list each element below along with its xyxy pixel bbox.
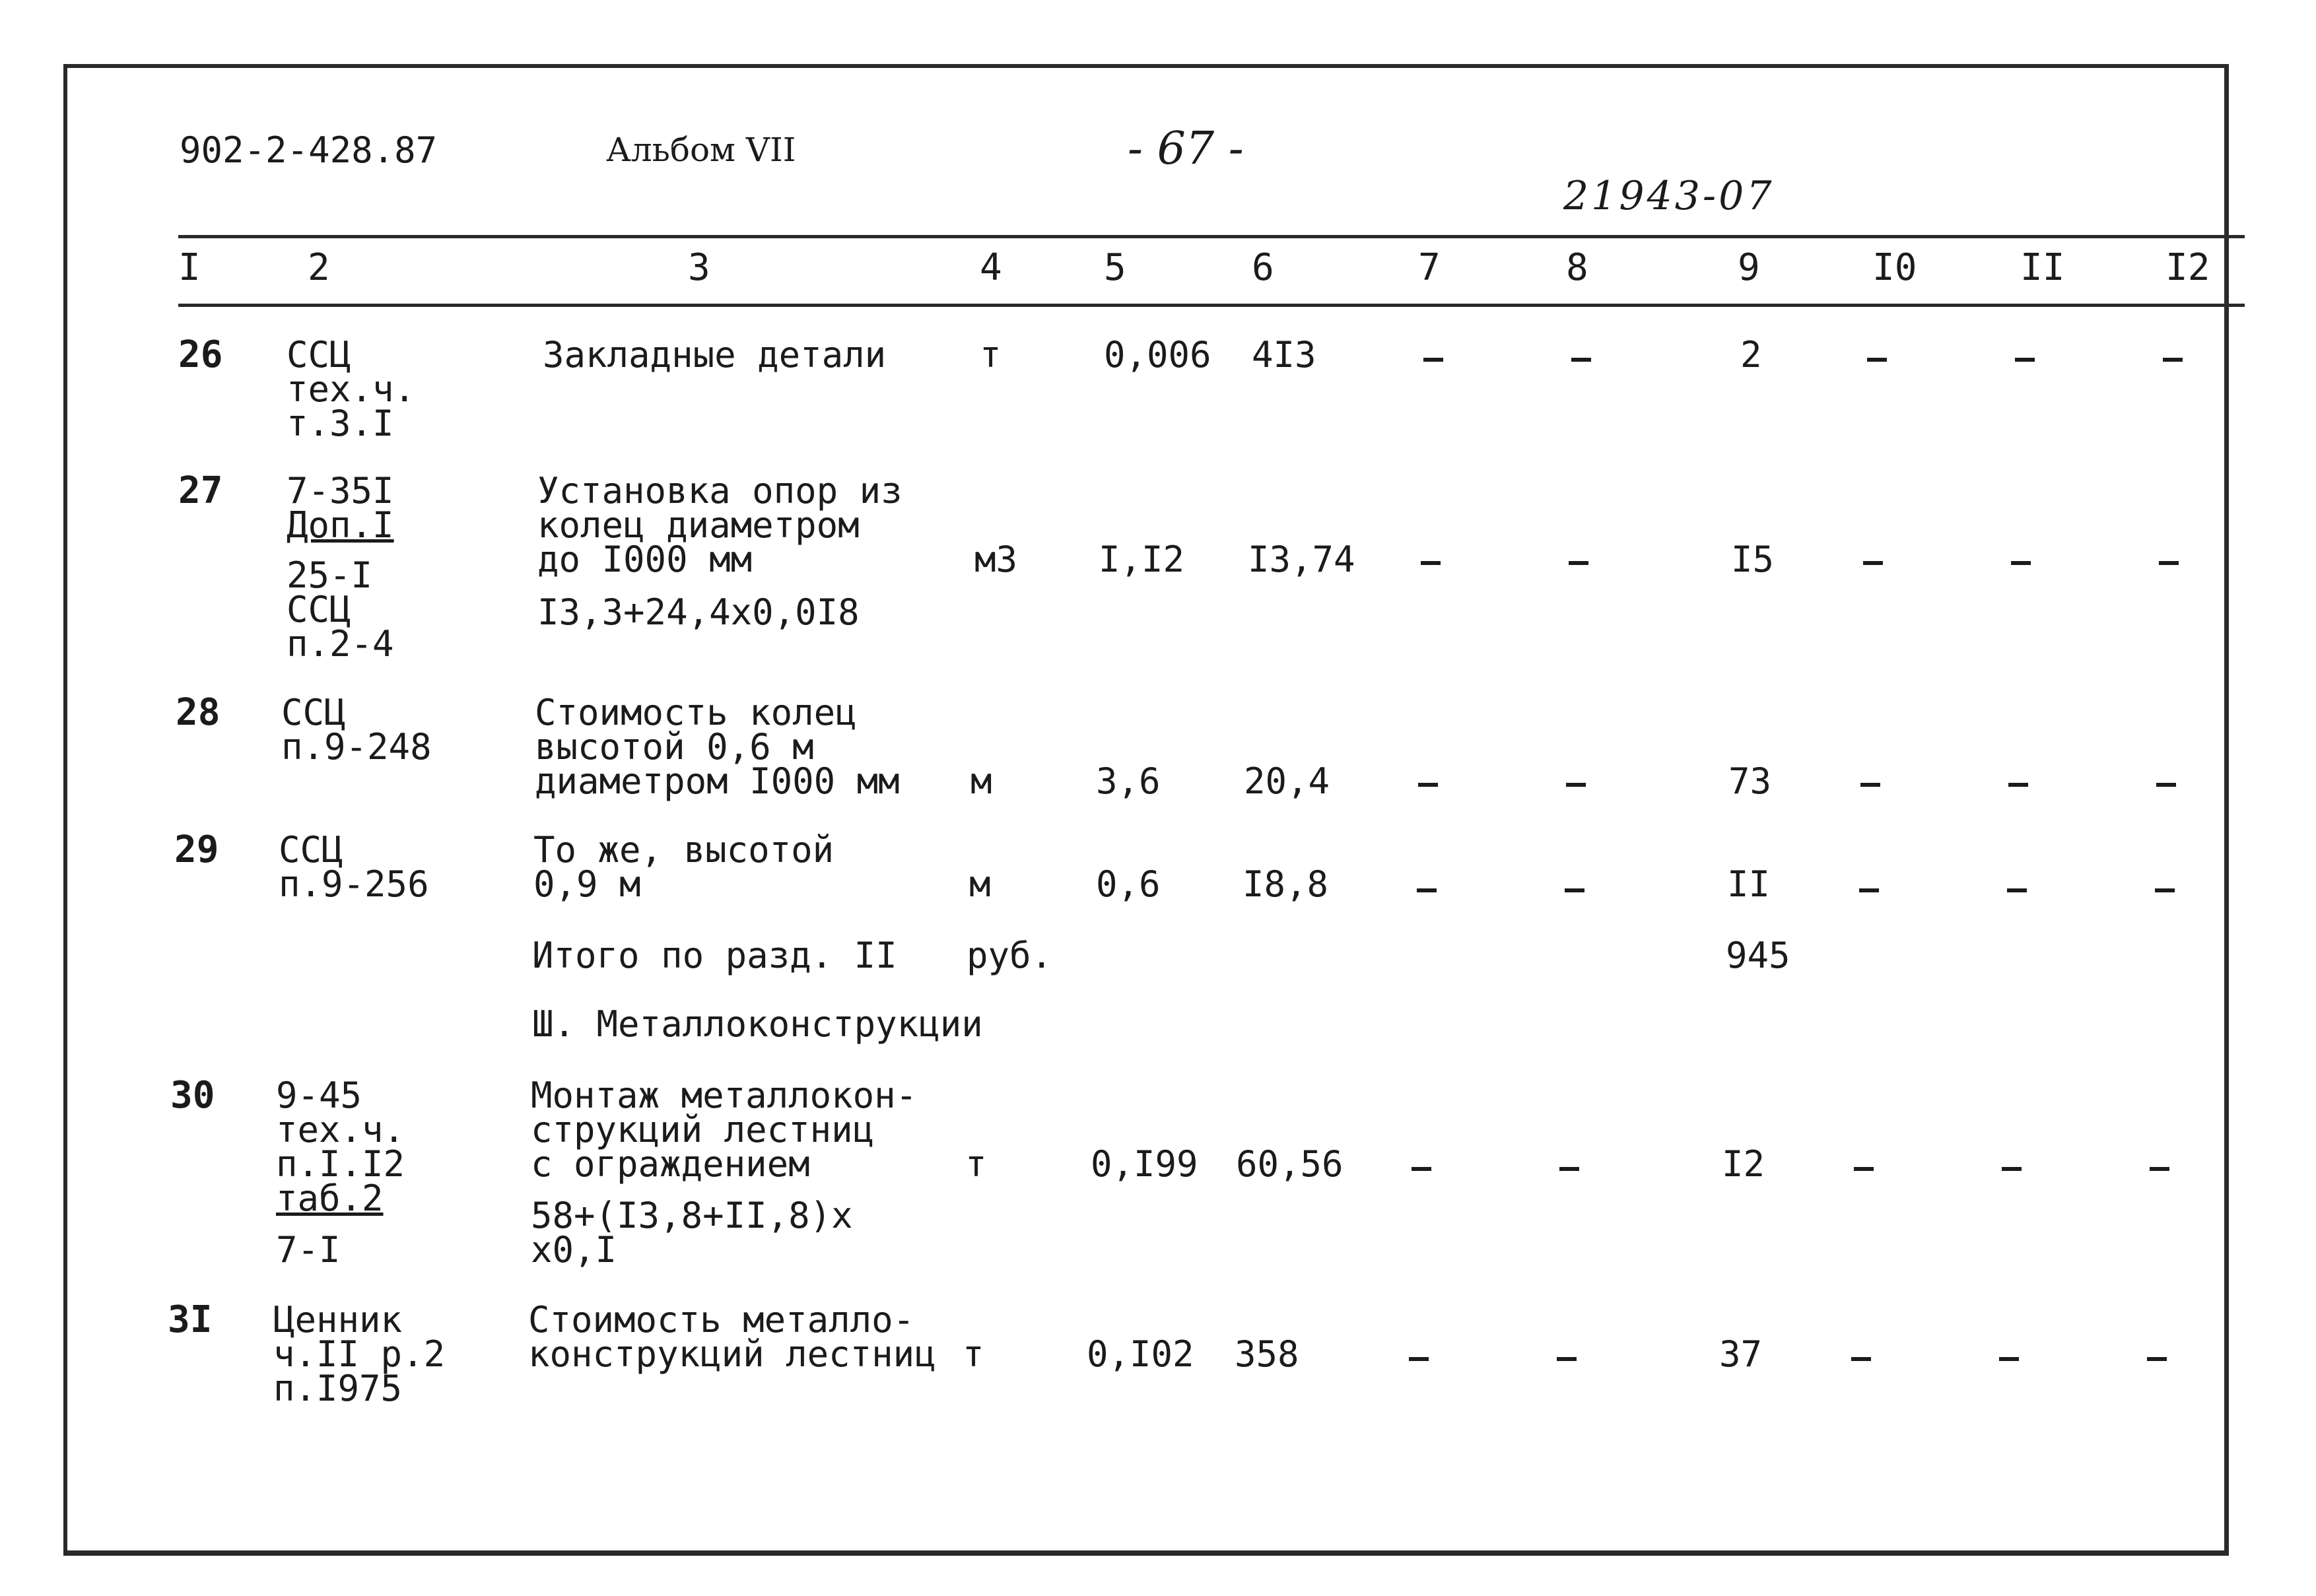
row-26-unit-price: 4I3 xyxy=(1252,334,1316,376)
row-31-dash-10 xyxy=(1851,1357,1871,1361)
header-rule-bottom xyxy=(178,304,2245,307)
row-29-number: 29 xyxy=(174,828,219,871)
row-31-dash-7 xyxy=(1409,1357,1429,1361)
row-30-calculation: 58+(I3,8+II,8)х х0,I xyxy=(531,1195,853,1271)
row-28-total: 73 xyxy=(1728,760,1772,802)
row-31-dash-12 xyxy=(2147,1357,2167,1361)
row-30-dash-8 xyxy=(1559,1167,1579,1171)
row-28-quantity: 3,6 xyxy=(1096,760,1161,802)
row-29-total: II xyxy=(1727,863,1771,905)
col-8: 8 xyxy=(1566,246,1588,289)
row-31-unit: т xyxy=(963,1333,984,1375)
row-29-quantity: 0,6 xyxy=(1096,863,1161,905)
row-27-dash-8 xyxy=(1569,561,1588,565)
row-26-dash-12 xyxy=(2163,358,2183,362)
row-27-total: I5 xyxy=(1731,539,1775,580)
row-30-unit: т xyxy=(965,1143,987,1185)
row-26-reference: ССЦ тех.ч. т.3.I xyxy=(287,334,416,444)
row-30-unit-price: 60,56 xyxy=(1236,1143,1344,1185)
row-28-description: Стоимость колец высотой 0,6 м диаметром I000 мм xyxy=(535,692,900,802)
col-4: 4 xyxy=(980,246,1002,289)
subtotal-total: 945 xyxy=(1726,935,1790,976)
row-28-dash-12 xyxy=(2156,783,2176,787)
col-7: 7 xyxy=(1418,246,1441,289)
row-30-description: Монтаж металлокон- струкций лестниц с ограждением xyxy=(531,1075,918,1185)
row-26-description: Закладные детали xyxy=(543,334,887,376)
row-30-dash-11 xyxy=(2002,1167,2022,1171)
row-27-number: 27 xyxy=(178,469,223,512)
row-28-dash-8 xyxy=(1566,783,1586,787)
row-27-dash-7 xyxy=(1421,561,1441,565)
col-5: 5 xyxy=(1104,246,1126,289)
row-28-unit-price: 20,4 xyxy=(1244,760,1330,802)
row-29-unit-price: I8,8 xyxy=(1243,863,1329,905)
col-9: 9 xyxy=(1738,246,1760,289)
inventory-number: 21943-07 xyxy=(1563,173,1775,219)
row-26-dash-7 xyxy=(1423,358,1443,362)
row-29-reference: ССЦ п.9-256 xyxy=(279,829,429,905)
row-29-dash-7 xyxy=(1417,888,1437,892)
header-rule-top xyxy=(178,235,2245,238)
row-27-dash-10 xyxy=(1863,561,1883,565)
row-26-number: 26 xyxy=(178,333,223,376)
row-30-quantity: 0,I99 xyxy=(1091,1143,1198,1185)
row-26-dash-8 xyxy=(1571,358,1591,362)
row-31-dash-8 xyxy=(1557,1357,1577,1361)
row-27-reference-underlined: Доп.I xyxy=(287,504,394,546)
row-27-calculation: I3,3+24,4х0,0I8 xyxy=(537,591,860,633)
row-26-unit: т xyxy=(980,334,1002,376)
doc-code: 902-2-428.87 xyxy=(180,129,438,171)
col-12: I2 xyxy=(2165,246,2210,289)
row-30-reference: 9-45 тех.ч. п.I.I2 xyxy=(276,1075,405,1185)
subtotal-unit: руб. xyxy=(967,935,1053,976)
section-3-heading: Ш. Металлоконструкции xyxy=(532,1003,983,1045)
row-27-dash-12 xyxy=(2159,561,2179,565)
row-29-dash-12 xyxy=(2155,888,2175,892)
row-27-reference: 7-35I xyxy=(287,470,394,512)
row-30-dash-12 xyxy=(2150,1167,2169,1171)
row-28-unit: м xyxy=(971,760,992,802)
page-number: - 67 - xyxy=(1128,123,1244,175)
row-26-total: 2 xyxy=(1740,334,1762,376)
row-28-dash-10 xyxy=(1860,783,1880,787)
row-31-unit-price: 358 xyxy=(1235,1333,1299,1375)
row-26-dash-10 xyxy=(1867,358,1887,362)
row-29-dash-8 xyxy=(1565,888,1584,892)
row-29-dash-10 xyxy=(1859,888,1879,892)
row-31-number: 3I xyxy=(168,1298,213,1341)
row-28-dash-11 xyxy=(2008,783,2028,787)
row-27-unit-price: I3,74 xyxy=(1248,539,1355,580)
col-6: 6 xyxy=(1252,246,1274,289)
row-31-dash-11 xyxy=(1999,1357,2019,1361)
row-30-reference-source: 7-I xyxy=(276,1229,341,1271)
row-27-description: Установка опор из колец диаметром до I000 мм xyxy=(537,470,903,580)
row-27-unit: м3 xyxy=(974,539,1018,580)
row-28-reference: ССЦ п.9-248 xyxy=(281,692,432,768)
row-27-reference-source: 25-I ССЦ п.2-4 xyxy=(287,554,394,665)
col-3: 3 xyxy=(688,246,710,289)
row-30-total: I2 xyxy=(1722,1143,1765,1185)
row-26-quantity: 0,006 xyxy=(1104,334,1211,376)
subtotal-label: Итого по разд. II xyxy=(532,935,897,976)
row-28-number: 28 xyxy=(176,691,221,734)
row-29-description: То же, высотой 0,9 м xyxy=(533,829,834,905)
col-1: I xyxy=(178,246,201,289)
row-26-dash-11 xyxy=(2015,358,2035,362)
row-31-quantity: 0,I02 xyxy=(1087,1333,1194,1375)
row-27-dash-11 xyxy=(2011,561,2031,565)
row-30-reference-underlined: таб.2 xyxy=(276,1178,384,1219)
row-29-dash-11 xyxy=(2007,888,2027,892)
row-31-description: Стоимость металло- конструкций лестниц xyxy=(528,1299,936,1375)
col-2: 2 xyxy=(308,246,330,289)
row-27-quantity: I,I2 xyxy=(1099,539,1185,580)
col-10: I0 xyxy=(1872,246,1917,289)
row-28-dash-7 xyxy=(1418,783,1438,787)
row-30-dash-10 xyxy=(1854,1167,1874,1171)
album-label: Альбом VII xyxy=(606,131,796,169)
row-30-number: 30 xyxy=(170,1074,215,1117)
col-11: II xyxy=(2020,246,2065,289)
row-30-dash-7 xyxy=(1412,1167,1431,1171)
row-31-reference: Ценник ч.II р.2 п.I975 xyxy=(273,1299,446,1409)
row-31-total: 37 xyxy=(1719,1333,1763,1375)
row-29-unit: м xyxy=(969,863,991,905)
